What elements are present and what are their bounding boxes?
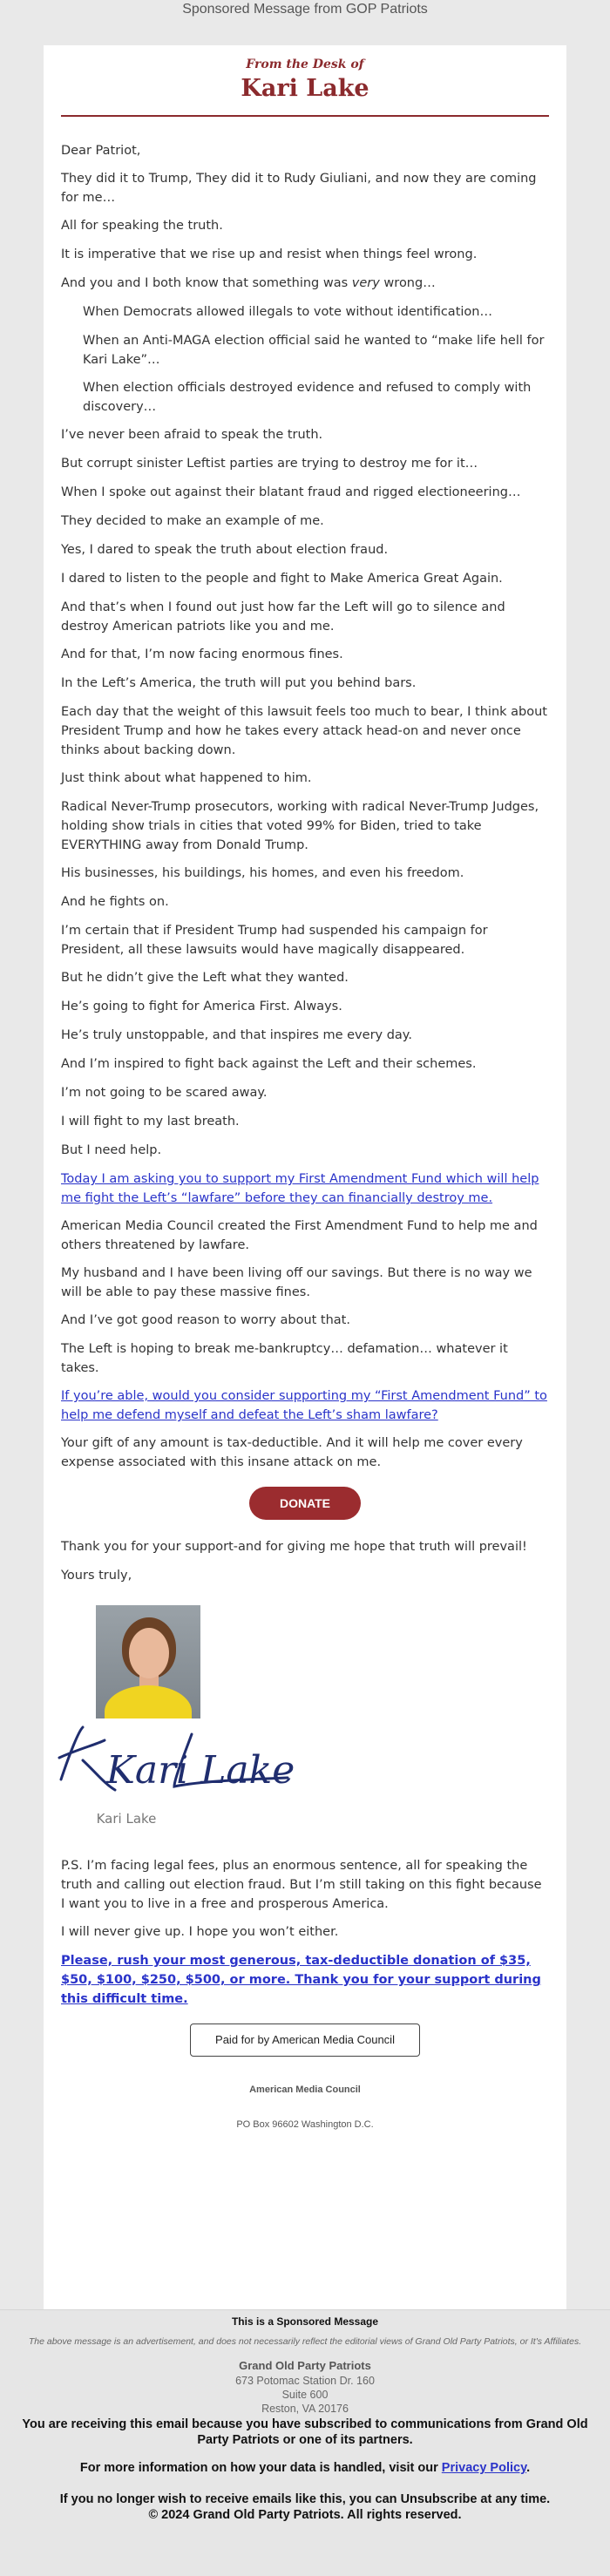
privacy-policy-link[interactable]: Privacy Policy [441, 2461, 527, 2475]
paragraph: Thank you for your support-and for giving me hope that truth will prevail! [61, 1540, 527, 1554]
paragraph: Yes, I dared to speak the truth about election fraud. [61, 543, 389, 557]
paragraph: They did it to Trump, They did it to Rudy Giuliani, and now they are coming for me… [61, 172, 537, 205]
paragraph: I will never give up. I hope you won’t either. [61, 1925, 339, 1939]
privacy-notice [0, 2460, 610, 2476]
paragraph: I will fight to my last breath. [61, 1115, 240, 1129]
postscript: P.S. I’m facing legal fees, plus an enormous sentence, all for speaking the truth and calling out election fraud. But I’m still taking on this fight because I want you to live in a free and prosperous America. [61, 1859, 542, 1911]
org-name: Grand Old Party Patriots [239, 2359, 371, 2372]
footer [0, 2309, 610, 2576]
donation-amounts-link[interactable]: Please, rush your most generous, tax-deductible donation of $35, $50, $100, $250, $500, or more. Thank you for your support during this difficult time. [61, 1954, 541, 2006]
subscription-notice: You are receiving this email because you have subscribed to communications from Grand Old Party Patriots or one of its partners. [22, 2417, 588, 2447]
paragraph: In the Left’s America, the truth will put you behind bars. [61, 676, 417, 690]
text-run: For more information on how your data is handled, visit our [79, 2461, 442, 2475]
paragraph: Each day that the weight of this lawsuit feels too much to bear, I think about President Trump and how he takes every attack head-on and never once thinks about backing down. [61, 705, 547, 757]
amc-name: American Media Council [249, 2085, 361, 2095]
text-run: wrong… [379, 276, 436, 290]
portrait-face [129, 1628, 169, 1678]
paragraph: It is imperative that we rise up and resist when things feel wrong. [61, 247, 478, 261]
salutation: Dear Patriot, [61, 144, 141, 158]
support-fund-link[interactable]: If you’re able, would you consider supporting my “First Amendment Fund” to help me defend myself and defeat the Left’s sham lawfare? [61, 1389, 547, 1422]
signature-script: Kari Lake [106, 1748, 295, 1793]
paragraph: I’m not going to be scared away. [61, 1086, 268, 1100]
paragraph: Just think about what happened to him. [61, 771, 312, 785]
paragraph: He’s going to fight for America First. Always. [61, 1000, 342, 1013]
header-kicker: From the Desk of [246, 58, 364, 71]
paragraph: All for speaking the truth. [61, 219, 223, 233]
indented-item: When an Anti-MAGA election official said he wanted to “make life hell for Kari Lake”… [83, 334, 545, 367]
paragraph: But he didn’t give the Left what they wanted. [61, 971, 349, 985]
paragraph: And I’m inspired to fight back against the Left and their schemes. [61, 1057, 477, 1071]
indented-item: When election officials destroyed evidence and refused to comply with discovery… [83, 381, 532, 414]
indented-item: When Democrats allowed illegals to vote without identification… [83, 305, 492, 319]
paragraph: And that’s when I found out just how far the Left will go to silence and destroy American patriots like you and me. [61, 600, 505, 634]
paragraph: And for that, I’m now facing enormous fines. [61, 647, 343, 661]
letter-card [44, 45, 566, 2309]
org-address-line: Suite 600 [281, 2389, 329, 2401]
closing: Yours truly, [61, 1569, 132, 1583]
paragraph: My husband and I have been living off our savings. But there is no way we will be able to pay these massive fines. [61, 1266, 532, 1299]
sponsored-label: This is a Sponsored Message [231, 2315, 379, 2328]
text-run: And you and I both know that something was [61, 276, 352, 290]
paragraph: When I spoke out against their blatant fraud and rigged electioneering… [61, 485, 521, 499]
header-name: Kari Lake [241, 75, 369, 102]
header-divider [61, 115, 549, 117]
disclaimer: The above message is an advertisement, and does not necessarily reflect the editorial views of Grand Old Party Patriots, or It's Affiliates. [28, 2336, 582, 2347]
amc-address: PO Box 96602 Washington D.C. [236, 2119, 374, 2130]
portrait-shirt [105, 1685, 192, 1718]
paragraph: And I’ve got good reason to worry about that. [61, 1313, 350, 1327]
paragraph: American Media Council created the First Amendment Fund to help me and others threatened by lawfare. [61, 1219, 538, 1252]
paragraph: But corrupt sinister Leftist parties are trying to destroy me for it… [61, 457, 478, 471]
paragraph: His businesses, his buildings, his homes, and even his freedom. [61, 866, 464, 880]
paragraph: Your gift of any amount is tax-deductible. And it will help me cover every expense associated with this insane attack on me. [61, 1436, 523, 1469]
paragraph: I’m certain that if President Trump had suspended his campaign for President, all these lawsuits would have magically disappeared. [61, 924, 488, 957]
org-address-line: Reston, VA 20176 [261, 2403, 349, 2415]
copyright: © 2024 Grand Old Party Patriots. All rights reserved. [148, 2508, 462, 2522]
paragraph: I’ve never been afraid to speak the truth. [61, 428, 323, 442]
text-run: . [526, 2461, 531, 2475]
signature-image [44, 1718, 305, 1797]
unsubscribe-notice[interactable]: If you no longer wish to receive emails like this, you can Unsubscribe at any time. [59, 2492, 551, 2506]
sponsored-banner: Sponsored Message from GOP Patriots [182, 2, 428, 17]
paragraph: Radical Never-Trump prosecutors, working with radical Never-Trump Judges, holding show trials in cities that voted 99% for Biden, tried to take EVERYTHING away from Donald Trump. [61, 800, 539, 852]
emphasis-text: very [351, 276, 380, 290]
paragraph [61, 274, 549, 293]
signature-name: Kari Lake [96, 1811, 157, 1827]
paragraph: They decided to make an example of me. [61, 514, 324, 528]
donate-button[interactable]: DONATE [249, 1487, 361, 1520]
paragraph: The Left is hoping to break me-bankruptcy… defamation… whatever it takes. [61, 1342, 508, 1375]
paragraph: I dared to listen to the people and fight to Make America Great Again. [61, 572, 503, 586]
paragraph: And he fights on. [61, 895, 169, 909]
kari-lake-portrait [96, 1605, 200, 1718]
org-address-line: 673 Potomac Station Dr. 160 [235, 2375, 375, 2387]
first-amendment-fund-link[interactable]: Today I am asking you to support my First Amendment Fund which will help me fight the Left’s “lawfare” before they can financially destroy me. [61, 1172, 539, 1205]
paragraph: He’s truly unstoppable, and that inspires me every day. [61, 1028, 412, 1042]
paid-for-box: Paid for by American Media Council [190, 2024, 420, 2057]
paragraph: But I need help. [61, 1143, 162, 1157]
